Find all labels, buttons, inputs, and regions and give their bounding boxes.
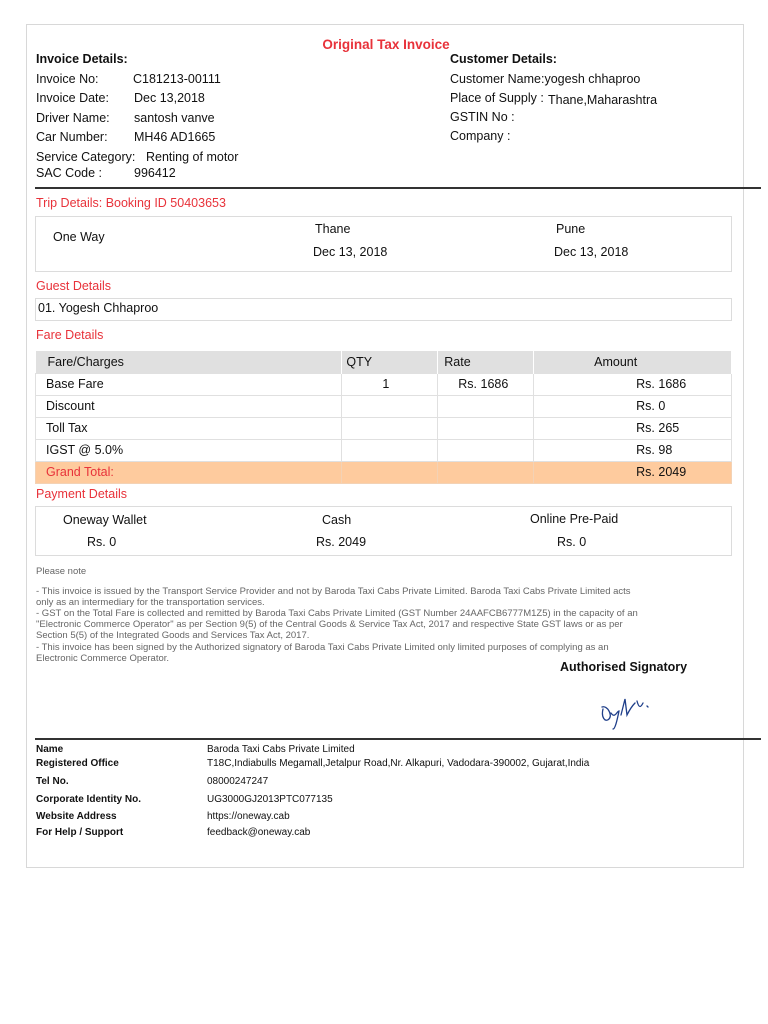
- invoice-no-label: Invoice No:: [36, 72, 99, 86]
- payment-method-amount: Rs. 2049: [316, 535, 367, 549]
- footer-value: 08000247247: [207, 776, 269, 787]
- driver-name-value: santosh vanve: [134, 111, 215, 125]
- fare-col-rate: Rate: [438, 351, 534, 373]
- guest-entry: 01. Yogesh Chhaproo: [38, 301, 159, 315]
- footer-label-text: Corporate Identity No.: [36, 794, 142, 805]
- service-category-label: Service Category:: [36, 150, 136, 164]
- footer-label: [36, 776, 69, 787]
- fare-row-amount: Rs. 98: [534, 439, 732, 461]
- fare-col-amount: Amount: [534, 351, 732, 373]
- trip-details-heading: Trip Details: Booking ID 50403653: [36, 196, 226, 210]
- trip-from-city: Thane: [315, 222, 351, 236]
- customer-name: Customer Name:yogesh chhaproo: [450, 72, 641, 86]
- footer-label-text: For Help / Support: [36, 827, 124, 838]
- fare-row: [36, 395, 732, 417]
- invoice-no-value: C181213-00111: [133, 72, 221, 86]
- invoice-title: Original Tax Invoice: [322, 37, 450, 52]
- authorised-signatory-label: Authorised Signatory: [560, 660, 688, 674]
- payment-details-box: [35, 506, 732, 556]
- fare-row-qty: 1: [342, 373, 438, 395]
- fare-row-name: IGST @ 5.0%: [36, 439, 342, 461]
- please-note-heading: Please note: [36, 566, 87, 577]
- footer-value: Baroda Taxi Cabs Private Limited: [207, 744, 355, 755]
- grand-total-amount: Rs. 2049: [534, 461, 732, 483]
- fare-col-charges: Fare/Charges: [36, 351, 342, 373]
- footer-label-text: Tel No.: [36, 776, 69, 787]
- note-line: - GST on the Total Fare is collected and remitted by Baroda Taxi Cabs Private Limited (GST Number 24AAFCB6777M1Z5) in the capacity of an "Electronic Commerce Operator" as per Section 9(5) of the Central Goods & Service Tax Act, 2017 and respective State GST laws or as per Section 5(5) of the Integrated Goods and Services Tax Act, 2017.: [36, 608, 638, 641]
- payment-method-amount: Rs. 0: [557, 535, 587, 549]
- fare-row-amount: Rs. 1686: [534, 373, 732, 395]
- footer-support-email-link[interactable]: feedback@oneway.cab: [207, 827, 311, 838]
- trip-to-city: Pune: [556, 222, 586, 236]
- footer-label: [36, 794, 141, 805]
- grand-total-rate-cell: [438, 461, 534, 483]
- payment-method-label: Online Pre-Paid: [530, 512, 619, 526]
- fare-row-qty: [342, 395, 438, 417]
- customer-details-heading: Customer Details:: [450, 52, 557, 66]
- sac-code-label: SAC Code :: [36, 166, 103, 180]
- fare-row-qty: [342, 417, 438, 439]
- fare-row-name: Discount: [36, 395, 342, 417]
- guest-details-heading: Guest Details: [36, 279, 112, 293]
- fare-row-name: Base Fare: [36, 373, 342, 395]
- place-of-supply-value: Thane,Maharashtra: [548, 93, 658, 107]
- service-category-value: Renting of motor: [146, 150, 239, 164]
- trip-details-box: [35, 216, 732, 272]
- footer-divider: [35, 738, 761, 740]
- footer-value: UG3000GJ2013PTC077135: [207, 794, 333, 805]
- fare-row-amount: Rs. 265: [534, 417, 732, 439]
- payment-method-label: Cash: [322, 513, 352, 527]
- grand-total-qty-cell: [342, 461, 438, 483]
- footer-label: [36, 827, 123, 838]
- fare-row-amount: Rs. 0: [534, 395, 732, 417]
- footer-label-text: Registered Office: [36, 758, 119, 769]
- payment-method-label: Oneway Wallet: [63, 513, 147, 527]
- fare-row: [36, 373, 732, 395]
- footer-website-link[interactable]: https://oneway.cab: [207, 811, 290, 822]
- grand-total-label: Grand Total:: [36, 461, 342, 483]
- sac-code-value: 996412: [134, 166, 176, 180]
- trip-to-date: Dec 13, 2018: [554, 245, 629, 259]
- fare-table: [35, 351, 732, 484]
- payment-details-heading: Payment Details: [36, 487, 128, 501]
- car-number-value: MH46 AD1665: [134, 130, 216, 144]
- signature-image: [597, 693, 661, 733]
- fare-row: [36, 439, 732, 461]
- footer-value: T18C,Indiabulls Megamall,Jetalpur Road,Nr. Alkapuri, Vadodara-390002, Gujarat,India: [207, 758, 590, 769]
- grand-total-row: [36, 461, 732, 483]
- trip-type: One Way: [53, 230, 105, 244]
- footer-label-text: Name: [36, 744, 64, 755]
- footer-label: [36, 811, 117, 822]
- invoice-sheet: [26, 24, 744, 868]
- fare-col-qty: QTY: [342, 351, 438, 373]
- footer-label: [36, 758, 119, 769]
- fare-row-name: Toll Tax: [36, 417, 342, 439]
- guest-details-box: [35, 298, 732, 321]
- note-line: - This invoice is issued by the Transport Service Provider and not by Baroda Taxi Cabs Private Limited. Baroda Taxi Cabs Private Limited acts only as an intermediary for the transportation services.: [36, 586, 631, 608]
- company-label: Company :: [450, 129, 511, 143]
- car-number-label: Car Number:: [36, 130, 108, 144]
- fare-row: [36, 417, 732, 439]
- invoice-date-label: Invoice Date:: [36, 91, 109, 105]
- fare-details-heading: Fare Details: [36, 328, 104, 342]
- payment-method-amount: Rs. 0: [87, 535, 117, 549]
- fare-row-rate: [438, 439, 534, 461]
- place-of-supply-label: Place of Supply :: [450, 91, 544, 105]
- invoice-details-heading: Invoice Details:: [36, 52, 128, 66]
- fare-table-header: [36, 351, 732, 373]
- fare-row-rate: [438, 395, 534, 417]
- footer-label-text: Website Address: [36, 811, 117, 822]
- driver-name-label: Driver Name:: [36, 111, 110, 125]
- invoice-date-value: Dec 13,2018: [134, 91, 205, 105]
- trip-from-date: Dec 13, 2018: [313, 245, 388, 259]
- header-divider: [35, 187, 761, 189]
- footer-label: [36, 744, 63, 755]
- gstin-label: GSTIN No :: [450, 110, 515, 124]
- fare-row-qty: [342, 439, 438, 461]
- note-line: - This invoice has been signed by the Authorized signatory of Baroda Taxi Cabs Private Limited only limited purposes of complying as an Electronic Commerce Operator.: [36, 642, 609, 664]
- fare-row-rate: Rs. 1686: [438, 373, 534, 395]
- fare-row-rate: [438, 417, 534, 439]
